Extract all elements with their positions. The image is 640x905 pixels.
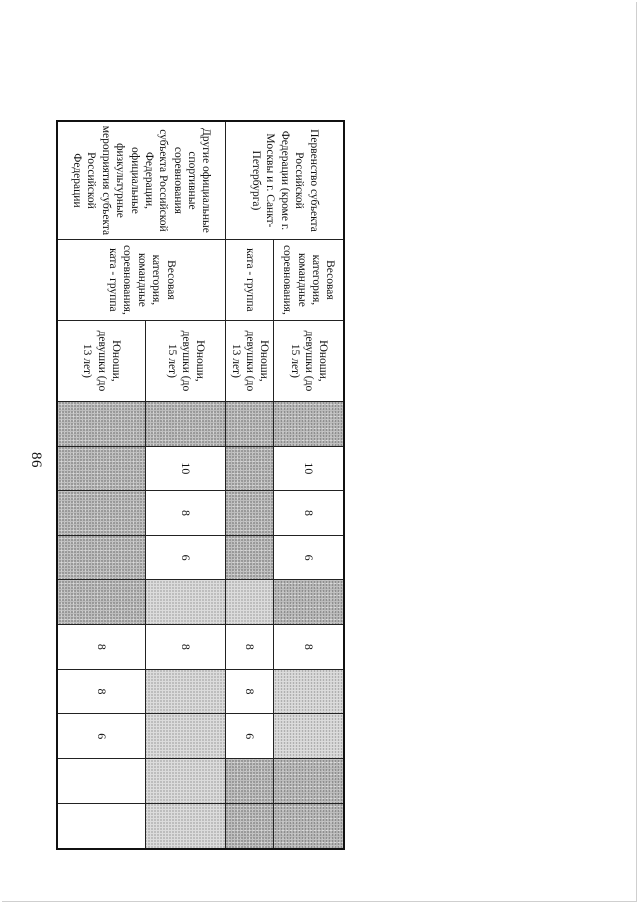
shaded-cell <box>274 580 344 625</box>
shaded-cell <box>226 401 274 446</box>
shaded-cell <box>226 803 274 849</box>
value-cell: 8 <box>57 625 146 670</box>
value-cell: 8 <box>274 625 344 670</box>
shaded-cell <box>226 535 274 580</box>
value-cell: 8 <box>146 491 226 536</box>
value-cell: 6 <box>57 714 146 759</box>
shaded-cell <box>274 803 344 849</box>
rotated-table-container <box>60 120 345 850</box>
age-group-cell: Юноши, девушки (до 15 лет) <box>146 320 226 401</box>
shaded-cell <box>226 446 274 491</box>
shaded-cell <box>146 580 226 625</box>
shaded-cell <box>146 759 226 804</box>
age-group-cell: Юноши, девушки (до 13 лет) <box>226 320 274 401</box>
empty-cell <box>57 803 146 849</box>
value-cell: 8 <box>57 669 146 714</box>
value-cell: 8 <box>274 491 344 536</box>
value-cell: 8 <box>146 625 226 670</box>
shaded-cell <box>57 535 146 580</box>
discipline-cell: Весовая категория, командные соревнования, ката - группа <box>57 239 226 320</box>
shaded-cell <box>146 803 226 849</box>
value-cell: 10 <box>146 446 226 491</box>
discipline-cell: ката - группа <box>226 239 274 320</box>
value-cell: 6 <box>274 535 344 580</box>
shaded-cell <box>146 669 226 714</box>
age-group-cell: Юноши, девушки (до 15 лет) <box>274 320 344 401</box>
shaded-cell <box>57 446 146 491</box>
shaded-cell <box>226 580 274 625</box>
value-cell: 6 <box>226 714 274 759</box>
table-row <box>146 121 226 849</box>
table-row <box>274 121 344 849</box>
shaded-cell <box>146 401 226 446</box>
page-number: 86 <box>28 452 44 468</box>
shaded-cell <box>274 759 344 804</box>
shaded-cell <box>274 401 344 446</box>
results-table <box>56 120 345 850</box>
event-cell: Первенство субъекта Российской Федерации (кроме г. Москвы и г. Санкт-Петербурга) <box>226 121 344 239</box>
shaded-cell <box>57 580 146 625</box>
value-cell: 8 <box>226 669 274 714</box>
shaded-cell <box>226 759 274 804</box>
discipline-cell: Весовая категория, командные соревнования, <box>274 239 344 320</box>
empty-cell <box>57 759 146 804</box>
value-cell: 6 <box>146 535 226 580</box>
shaded-cell <box>226 491 274 536</box>
age-group-cell: Юноши, девушки (до 13 лет) <box>57 320 146 401</box>
value-cell: 10 <box>274 446 344 491</box>
shaded-cell <box>274 669 344 714</box>
shaded-cell <box>274 714 344 759</box>
shaded-cell <box>57 491 146 536</box>
event-cell: Другие официальные спортивные соревнования субъекта Российской Федерации, официальные физкультурные мероприятия субъекта Российской Федерации <box>57 121 226 239</box>
shaded-cell <box>57 401 146 446</box>
value-cell: 8 <box>226 625 274 670</box>
shaded-cell <box>146 714 226 759</box>
